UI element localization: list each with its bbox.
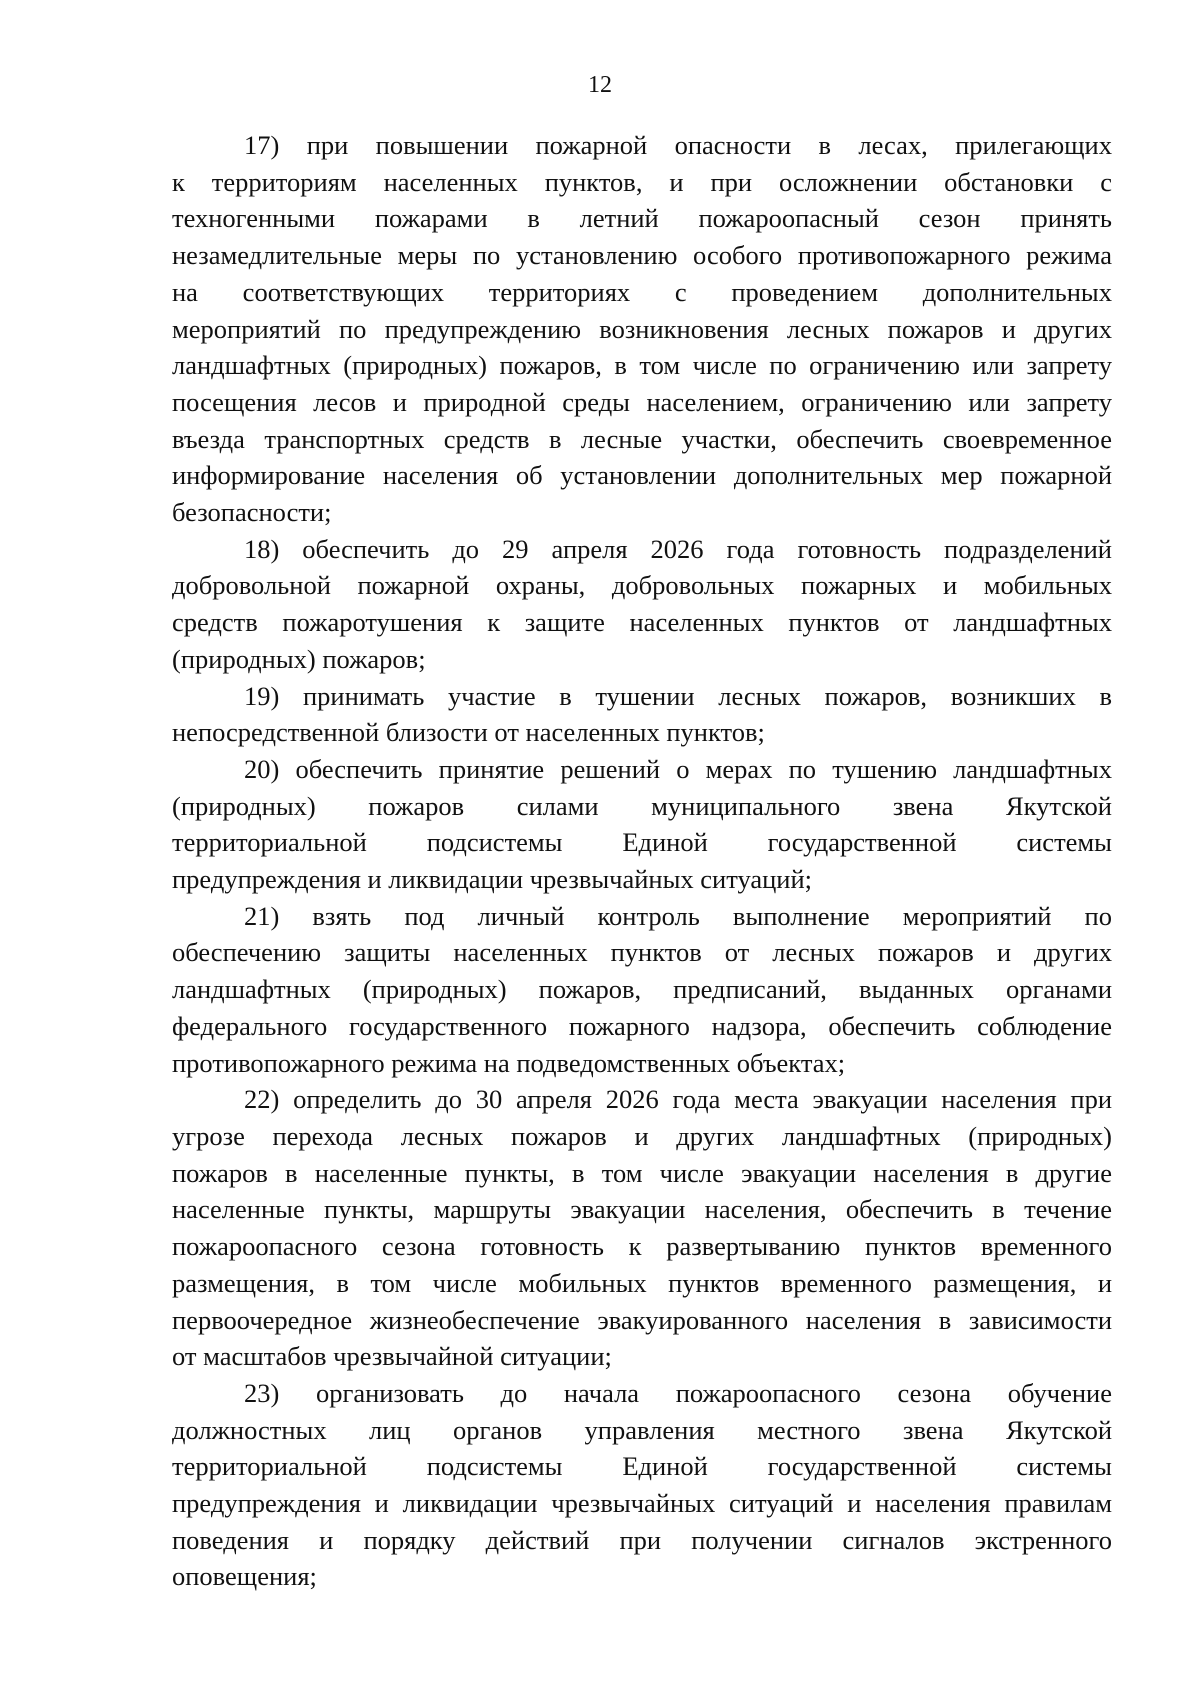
text-line: противопожарного режима на подведомственных объектах;	[172, 1047, 846, 1078]
text-line: размещения, в том числе мобильных пунктов временного размещения, и	[172, 1267, 1112, 1298]
text-line: ландшафтных (природных) пожаров, в том числе по ограничению или запрету	[172, 350, 1112, 381]
paragraph-item-18	[172, 531, 1112, 678]
text-line: 17) при повышении пожарной опасности в лесах, прилегающих	[244, 130, 1112, 160]
text-line: непосредственной близости от населенных пунктов;	[172, 717, 765, 748]
page-number: 12	[588, 72, 612, 98]
text-line: 23) организовать до начала пожароопасного сезона обучение	[244, 1377, 1112, 1408]
text-line: мероприятий по предупреждению возникновения лесных пожаров и других	[172, 313, 1112, 344]
text-line: территориальной подсистемы Единой государственной системы	[172, 827, 1112, 858]
text-line: предупреждения и ликвидации чрезвычайных ситуаций;	[172, 864, 813, 895]
paragraph-item-21	[172, 898, 1112, 1082]
text-line: должностных лиц органов управления местного звена Якутской	[172, 1414, 1112, 1445]
text-line: 21) взять под личный контроль выполнение мероприятий по	[244, 900, 1112, 931]
text-line: незамедлительные меры по установлению особого противопожарного режима	[172, 240, 1112, 271]
text-line: 20) обеспечить принятие решений о мерах по тушению ландшафтных	[244, 753, 1112, 784]
text-line: обеспечению защиты населенных пунктов от лесных пожаров и других	[172, 937, 1112, 968]
text-line: оповещения;	[172, 1561, 317, 1592]
text-line: техногенными пожарами в летний пожароопасный сезон принять	[172, 203, 1112, 234]
text-line: предупреждения и ликвидации чрезвычайных ситуаций и населения правилам	[172, 1488, 1112, 1519]
text-line: федерального государственного пожарного надзора, обеспечить соблюдение	[172, 1010, 1112, 1041]
text-line: посещения лесов и природной среды населением, ограничению или запрету	[172, 386, 1112, 417]
text-line: (природных) пожаров силами муниципального звена Якутской	[172, 790, 1112, 821]
text-line: первоочередное жизнеобеспечение эвакуированного населения в зависимости	[172, 1304, 1112, 1335]
paragraph-item-19	[172, 678, 1112, 751]
text-line: пожаров в населенные пункты, в том числе эвакуации населения в другие	[172, 1157, 1112, 1188]
text-line: на соответствующих территориях с проведением дополнительных	[172, 276, 1112, 307]
text-line: 18) обеспечить до 29 апреля 2026 года готовность подразделений	[244, 533, 1112, 564]
text-line: угрозе перехода лесных пожаров и других ландшафтных (природных)	[172, 1120, 1112, 1151]
text-line: пожароопасного сезона готовность к развертыванию пунктов временного	[172, 1231, 1112, 1262]
text-line: поведения и порядку действий при получении сигналов экстренного	[172, 1524, 1112, 1555]
text-line: от масштабов чрезвычайной ситуации;	[172, 1341, 612, 1372]
text-line: въезда транспортных средств в лесные участки, обеспечить своевременное	[172, 423, 1112, 454]
text-line: территориальной подсистемы Единой государственной системы	[172, 1451, 1112, 1482]
text-line: безопасности;	[172, 497, 332, 528]
text-line: добровольной пожарной охраны, добровольных пожарных и мобильных	[172, 570, 1112, 601]
text-line: 22) определить до 30 апреля 2026 года места эвакуации населения при	[244, 1084, 1112, 1115]
text-line: 19) принимать участие в тушении лесных пожаров, возникших в	[244, 680, 1112, 711]
text-line: ландшафтных (природных) пожаров, предписаний, выданных органами	[172, 974, 1112, 1005]
text-line: населенные пункты, маршруты эвакуации населения, обеспечить в течение	[172, 1194, 1112, 1225]
text-line: к территориям населенных пунктов, и при осложнении обстановки с	[172, 166, 1112, 197]
paragraph-item-22	[172, 1081, 1112, 1375]
text-line: (природных) пожаров;	[172, 643, 426, 674]
text-line: информирование населения об установлении дополнительных мер пожарной	[172, 460, 1112, 491]
paragraph-item-17	[172, 127, 1112, 531]
text-line: средств пожаротушения к защите населенных пунктов от ландшафтных	[172, 607, 1112, 638]
document-body	[172, 127, 1112, 1595]
paragraph-item-23	[172, 1375, 1112, 1595]
paragraph-item-20	[172, 751, 1112, 898]
